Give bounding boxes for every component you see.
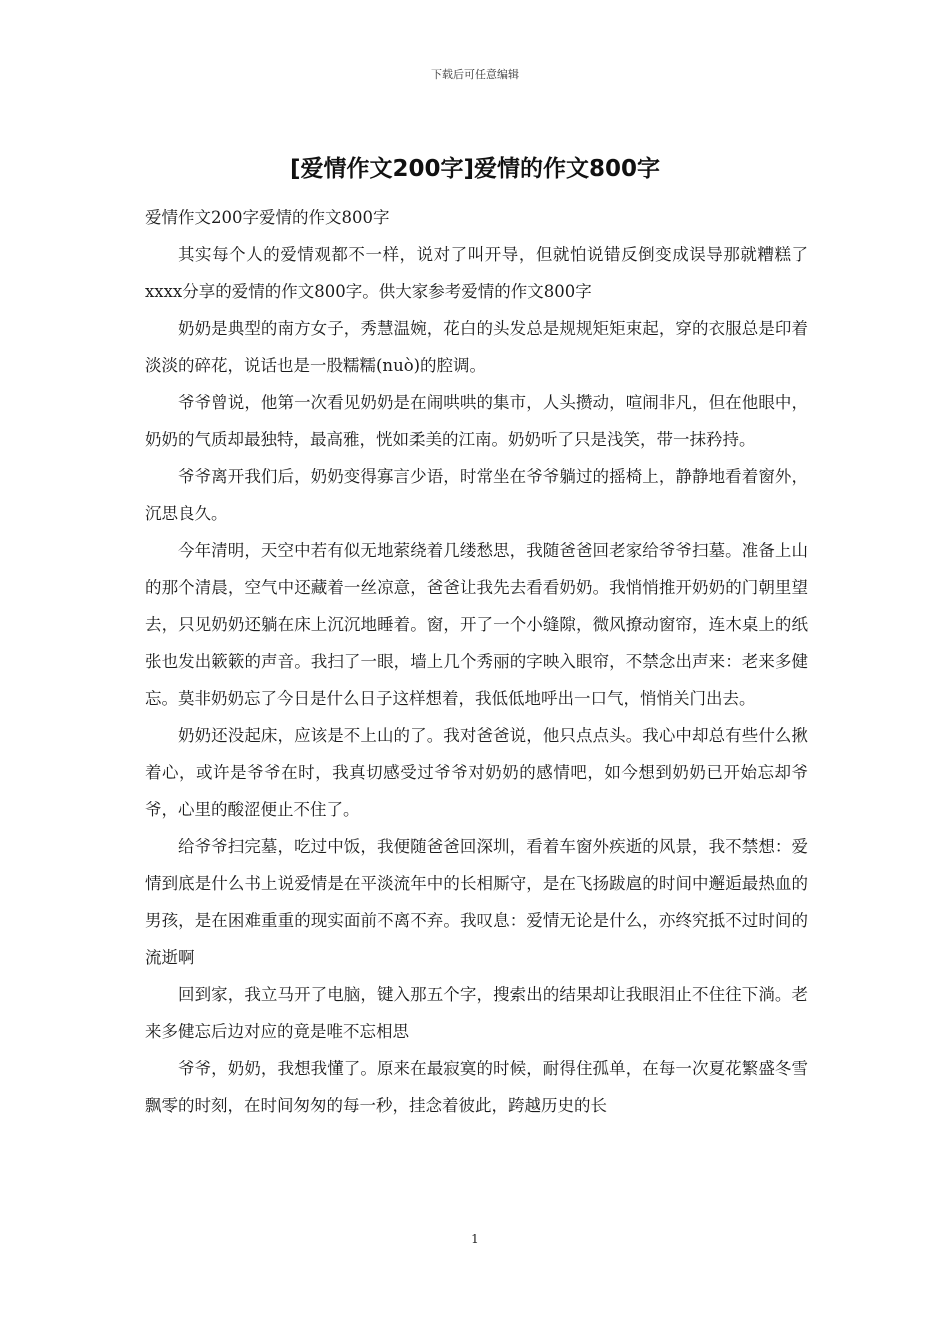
body-paragraph: 爷爷离开我们后，奶奶变得寡言少语，时常坐在爷爷躺过的摇椅上，静静地看着窗外，沉思良久。 xyxy=(145,467,808,523)
body-paragraph: 奶奶还没起床，应该是不上山的了。我对爸爸说，他只点点头。我心中却总有些什么揪着心，或许是爷爷在时，我真切感受过爷爷对奶奶的感情吧，如今想到奶奶已开始忘却爷爷，心里的酸涩便止不住了。 xyxy=(145,726,808,819)
body-paragraph: 爷爷，奶奶，我想我懂了。原来在最寂寞的时候，耐得住孤单，在每一次夏花繁盛冬雪飘零的时刻，在时间匆匆的每一秒，挂念着彼此，跨越历史的长 xyxy=(145,1059,808,1115)
document-title: [爱情作文200字]爱情的作文800字 xyxy=(289,156,661,182)
header-note: 下载后可任意编辑 xyxy=(431,68,519,81)
document-body xyxy=(145,199,808,1124)
body-paragraph: 奶奶是典型的南方女子，秀慧温婉，花白的头发总是规规矩矩束起，穿的衣服总是印着淡淡的碎花，说话也是一股糯糯(nuò)的腔调。 xyxy=(145,319,808,375)
subtitle-paragraph: 爱情作文200字爱情的作文800字 xyxy=(145,208,390,227)
body-paragraph: 回到家，我立马开了电脑，键入那五个字，搜索出的结果却让我眼泪止不住往下淌。老来多健忘后边对应的竟是唯不忘相思 xyxy=(145,985,808,1041)
body-paragraph: 今年清明，天空中若有似无地萦绕着几缕愁思，我随爸爸回老家给爷爷扫墓。准备上山的那个清晨，空气中还藏着一丝凉意，爸爸让我先去看看奶奶。我悄悄推开奶奶的门朝里望去，只见奶奶还躺在床上沉沉地睡着。窗，开了一个小缝隙，微风撩动窗帘，连木桌上的纸张也发出簌簌的声音。我扫了一眼，墙上几个秀丽的字映入眼帘，不禁念出声来：老来多健忘。莫非奶奶忘了今日是什么日子这样想着，我低低地呼出一口气，悄悄关门出去。 xyxy=(145,541,808,708)
body-paragraph: 其实每个人的爱情观都不一样，说对了叫开导，但就怕说错反倒变成误导那就糟糕了xxxx分享的爱情的作文800字。供大家参考爱情的作文800字 xyxy=(145,245,808,301)
body-paragraph: 给爷爷扫完墓，吃过中饭，我便随爸爸回深圳，看着车窗外疾逝的风景，我不禁想：爱情到底是什么书上说爱情是在平淡流年中的长相厮守，是在飞扬跋扈的时间中邂逅最热血的男孩，是在困难重重的现实面前不离不弃。我叹息：爱情无论是什么，亦终究抵不过时间的流逝啊 xyxy=(145,837,808,967)
page-number: 1 xyxy=(471,1232,479,1246)
body-paragraph: 爷爷曾说，他第一次看见奶奶是在闹哄哄的集市，人头攒动，喧闹非凡，但在他眼中，奶奶的气质却最独特，最高雅，恍如柔美的江南。奶奶听了只是浅笑，带一抹矜持。 xyxy=(145,393,808,449)
